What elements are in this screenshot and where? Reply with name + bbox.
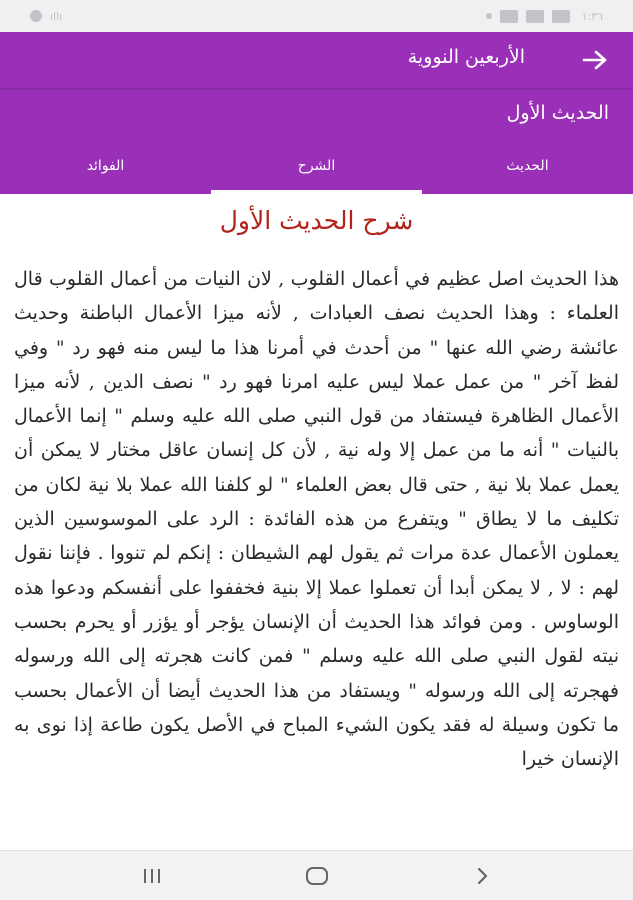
tab-hadith[interactable]: الحديث [506,158,549,174]
notification-dot-icon [30,10,42,22]
hadith-title: الحديث الأول [506,102,609,124]
app-title: الأربعين النووية [407,46,525,68]
chevron-right-icon [474,866,490,886]
status-left [30,8,62,24]
tab-bar [0,138,633,194]
status-time: ١:٣٦ [581,9,603,23]
content-scroll-area[interactable] [0,194,633,850]
nav-back-button[interactable] [462,861,502,891]
image-icon [500,10,518,23]
sub-header [0,90,633,138]
status-right [486,8,603,24]
navigation-bar [0,850,633,900]
recent-apps-icon [140,867,164,885]
tab-benefits[interactable]: الفوائد [86,158,125,174]
app-bar [0,32,633,88]
dot-icon [486,13,492,19]
home-icon [304,866,330,886]
image-icon [526,10,544,23]
content-title: شرح الحديث الأول [219,206,414,235]
arrow-right-icon [582,49,608,71]
status-bar [0,0,633,32]
tab-explanation[interactable]: الشرح [297,158,336,174]
home-button[interactable] [297,861,337,891]
explanation-text: هذا الحديث اصل عظيم في أعمال القلوب , لان النيات من أعمال القلوب قال العلماء : وهذا الحديث نصف العبادات , لأنه ميزا الأعمال الباطنة وحديث عائشة رضي الله عنها " من أحدث في أمرنا هذا ما ليس منه فهو رد " وفي لفظ آخر " من عمل عملا ليس عليه امرنا فهو رد " نصف الدين , لأنه ميزا الأعمال الظاهرة فيستفاد من قول النبي صلى الله عليه وسلم " إنما الأعمال بالنيات " أنه ما من عمل إلا وله نية , لأن كل إنسان عاقل مختار لا يمكن أن يعمل عملا بلا نية , حتى قال بعض العلماء " لو كلفنا الله عملا بلا نية لكان من تكليف ما لا يطاق " ويتفرع من هذه الفائدة : الرد على الموسوسين الذين يعملون الأعمال عدة مرات ثم يقول لهم الشيطان : إنكم لم تنووا . فإننا نقول لهم : لا , لا يمكن أبدا أن تعملوا عملا إلا بنية فخففوا على أنفسكم ودعوا هذه الوساوس . ومن فوائد هذا الحديث أن الإنسان يؤجر أو يؤزر أو يحرم بحسب نيته لقول النبي صلى الله عليه وسلم " فمن كانت هجرته إلى الله ورسوله فهجرته إلى الله ورسوله " ويستفاد من هذا الحديث أيضا أن الأعمال بحسب ما تكون وسيلة له فقد يكون الشيء المباح في الأصل يكون طاعة إذا نوى به الإنسان خيرا [14,268,619,771]
image-icon [552,10,570,23]
recent-apps-button[interactable] [132,861,172,891]
signal-icon: ıllı [50,9,63,23]
back-button[interactable] [579,44,611,76]
